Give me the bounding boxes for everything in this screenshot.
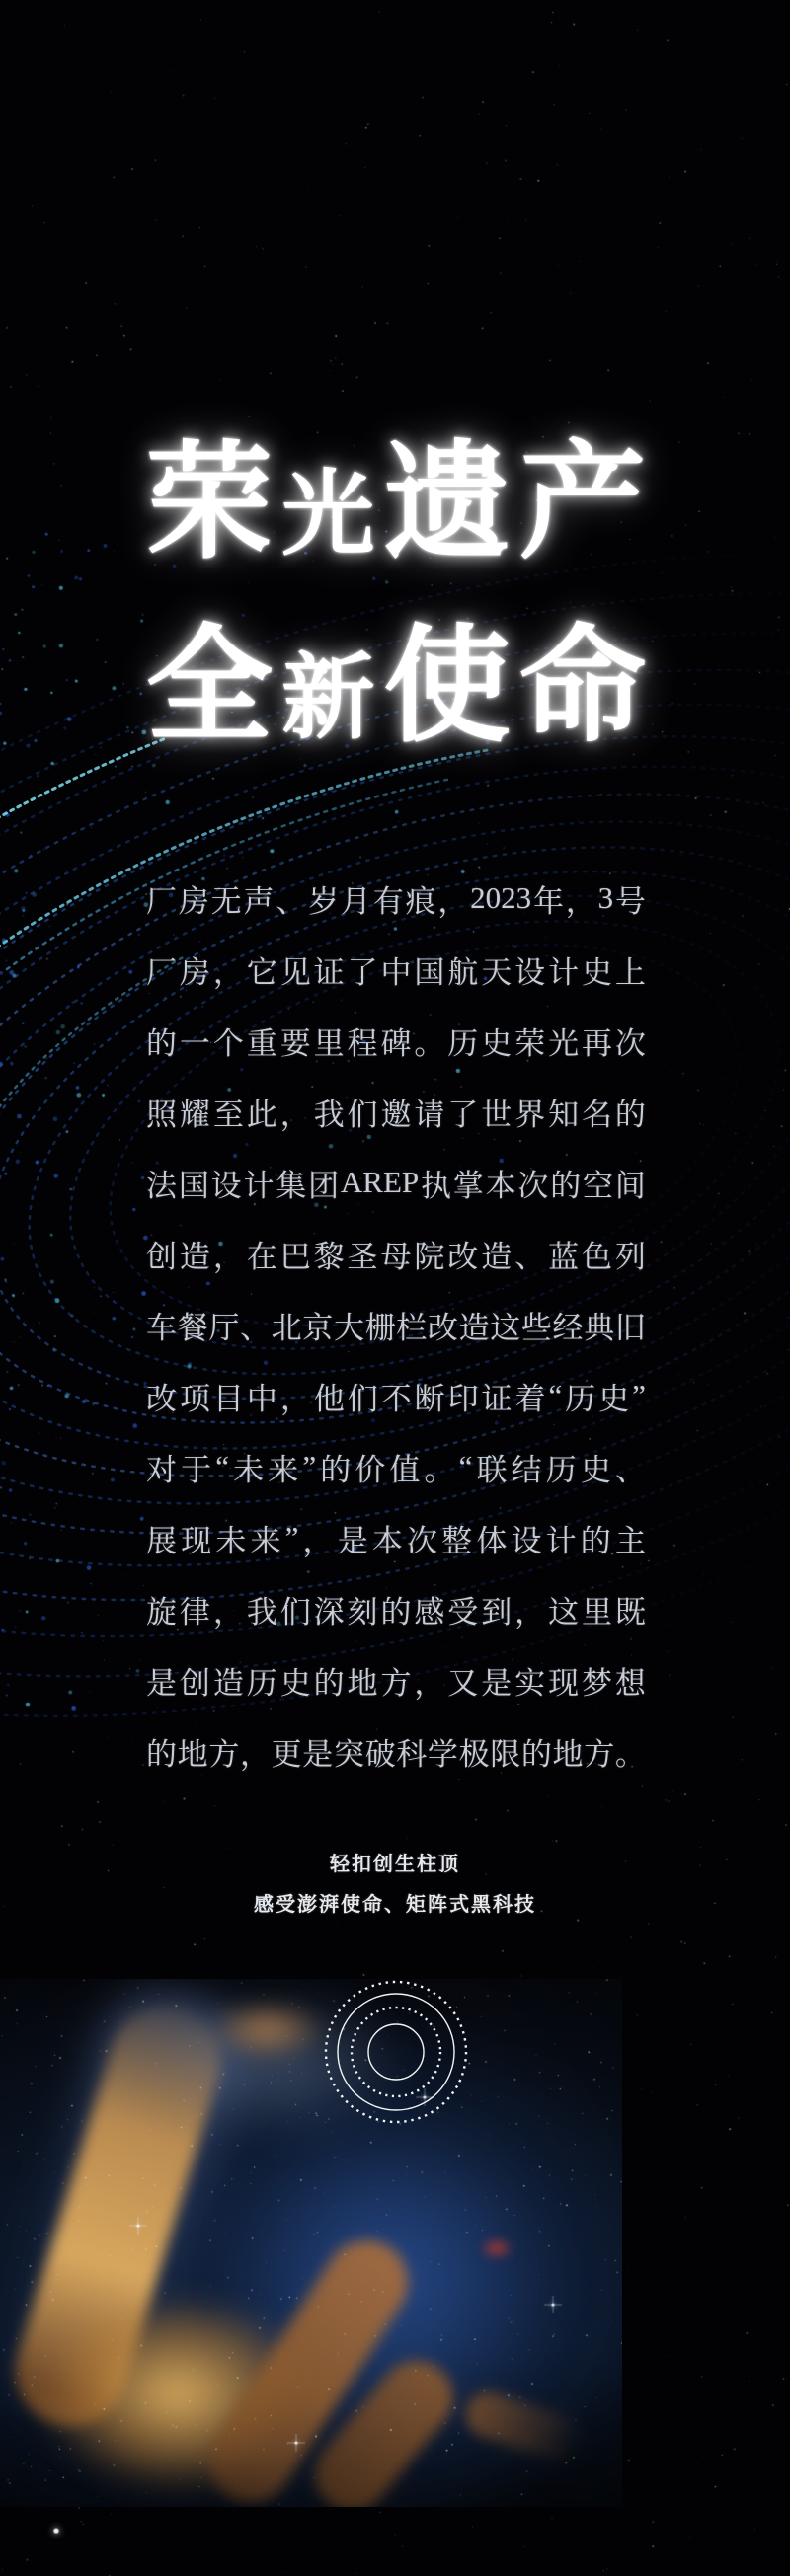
title-line-2: [146, 617, 646, 807]
concentric-circles-marker: [292, 1948, 500, 2156]
title-line-1: [146, 433, 646, 624]
paragraph-line: 的 一 个 重 要 里 程 碑 。 历 史 荣 光 再 次: [146, 1025, 646, 1061]
title-char: 遗: [383, 433, 511, 573]
paragraph-line: 车 餐 厅 、 北 京 大 栅 栏 改 造 这 些 经 典 旧: [146, 1310, 646, 1345]
paragraph-line: 改 项 目 中 ， 他 们 不 断 印 证 着 “ 历 史 ”: [146, 1378, 646, 1416]
tagline-line-1: 轻扣创生柱顶: [330, 1854, 460, 1875]
title-char: 产: [518, 433, 646, 573]
title-char: 全: [146, 617, 274, 757]
poster-title: [146, 433, 646, 807]
title-char: 使: [383, 617, 511, 757]
tagline: [0, 1845, 790, 1926]
paragraph-line: 对 于 “ 未 来 ” 的 价 值 。 “ 联 结 历 史 、: [146, 1449, 646, 1487]
title-char: 光: [281, 464, 375, 567]
title-char: 命: [518, 617, 646, 757]
paragraph-line: 是 创 造 历 史 的 地 方 ， 又 是 实 现 梦 想: [146, 1665, 646, 1701]
paragraph-line: 展 现 未 来 ” ， 是 本 次 整 体 设 计 的 主: [146, 1520, 646, 1558]
paragraph-line: 照 耀 至 此 ， 我 们 邀 请 了 世 界 知 名 的: [146, 1097, 646, 1132]
paragraph-line: 厂 房 ， 它 见 证 了 中 国 航 天 设 计 史 上: [146, 954, 646, 990]
paragraph-line: 法 国 设 计 集 团 AREP 执 掌 本 次 的 空 间: [146, 1165, 646, 1203]
intro-paragraph: [146, 863, 646, 1786]
title-char: 荣: [146, 433, 274, 573]
paragraph-line: 旋 律 ， 我 们 深 刻 的 感 受 到 ， 这 里 既: [146, 1594, 646, 1629]
paragraph-line: 的 地 方 ， 更 是 突 破 科 学 极 限 的 地 方 。: [146, 1736, 646, 1772]
title-char: 新: [281, 647, 375, 750]
paragraph-line: 厂 房 无 声 、 岁 月 有 痕 ， 2023 年 ， 3 号: [146, 880, 646, 919]
tagline-line-2: 感受澎湃使命、矩阵式黑科技: [254, 1894, 536, 1916]
paragraph-line: 创 造 ， 在 巴 黎 圣 母 院 改 造 、 蓝 色 列: [146, 1239, 646, 1274]
